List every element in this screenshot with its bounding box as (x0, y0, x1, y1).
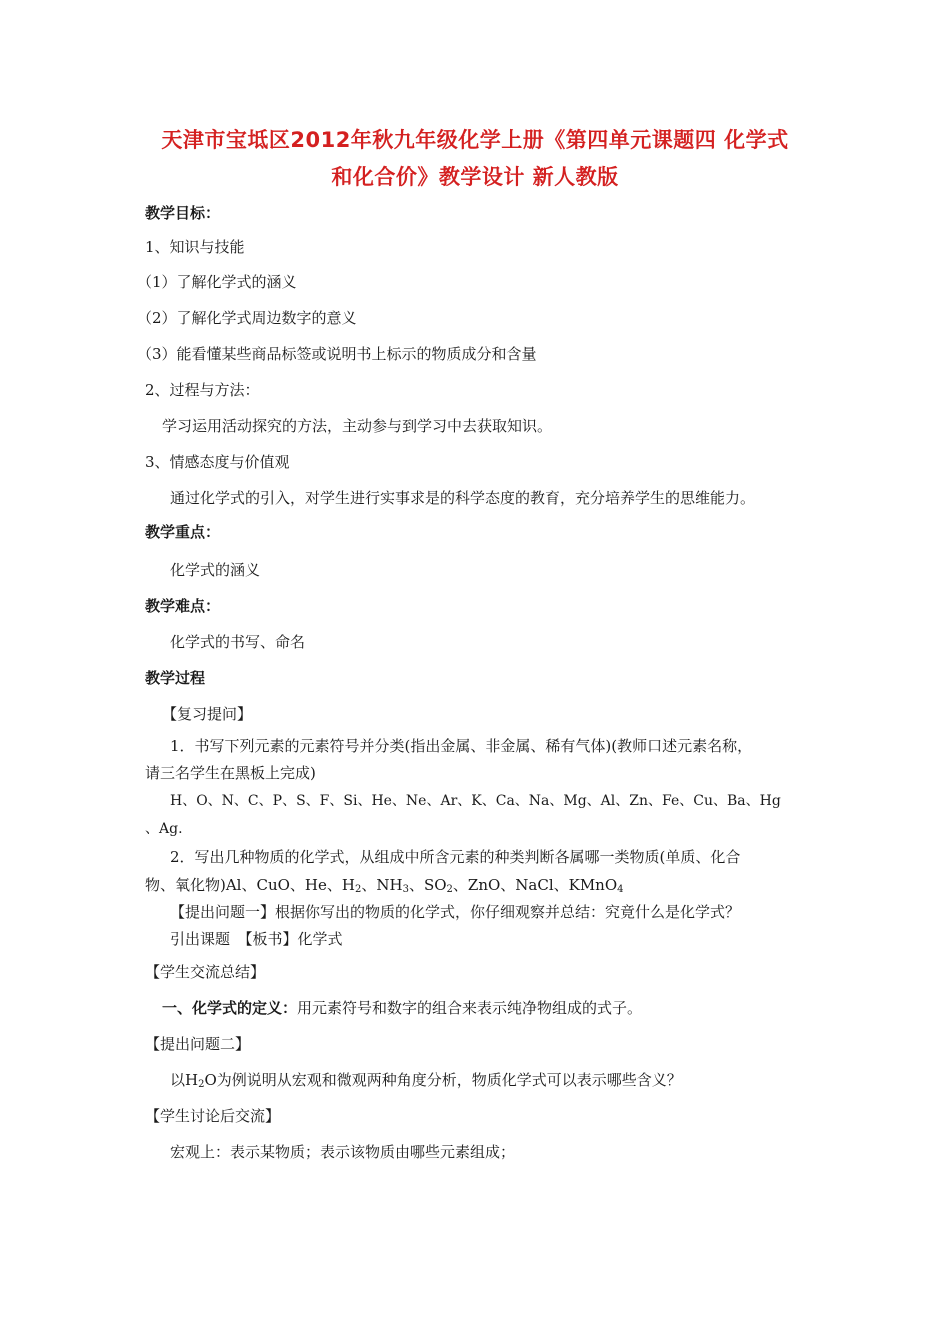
macro-text: 宏观上：表示某物质；表示该物质由哪些元素组成； (170, 1143, 516, 1161)
q1-elements-line-1: H、O、N、C、P、S、F、Si、He、Ne、Ar、K、Ca、Na、Mg、Al、Zn、Fe、Cu、Ba、Hg (170, 793, 781, 809)
goal-1-1: （1）了解化学式的涵义 (137, 273, 297, 291)
q1-elements-line-2: 、Ag. (145, 821, 183, 837)
document-title-line-2: 和化合价》教学设计 新人教版 (331, 165, 619, 189)
q2-line-1: 2．写出几种物质的化学式，从组成中所含元素的种类判断各属哪一类物质(单质、化合 (170, 848, 741, 866)
q1-line-1: 1．书写下列元素的元素符号并分类(指出金属、非金属、稀有气体)(教师口述元素名称， (170, 737, 753, 755)
difficulty-heading: 教学难点： (145, 597, 221, 615)
process-heading: 教学过程 (145, 669, 206, 687)
document-title-line-1: 天津市宝坻区2012年秋九年级化学上册《第四单元课题四 化学式 (161, 128, 789, 152)
goal-2-text: 学习运用活动探究的方法，主动参与到学习中去获取知识。 (162, 417, 553, 435)
goal-3: 3、情感态度与价值观 (145, 453, 290, 471)
question-2-label: 【提出问题二】 (145, 1035, 251, 1053)
q1-line-2: 请三名学生在黑板上完成) (145, 764, 316, 782)
goals-heading: 教学目标： (145, 204, 221, 222)
question-2-text: 以$H_2O$为例说明从宏观和微观两种角度分析，物质化学式可以表示哪些含义？ (170, 1071, 682, 1090)
key-point-text: 化学式的涵义 (170, 561, 261, 579)
goal-1: 1、知识与技能 (145, 238, 245, 256)
discussion-label: 【学生讨论后交流】 (145, 1107, 281, 1125)
goal-1-2: （2）了解化学式周边数字的意义 (137, 309, 357, 327)
goal-3-text: 通过化学式的引入，对学生进行实事求是的科学态度的教育，充分培养学生的思维能力。 (170, 489, 756, 507)
definition-line (162, 998, 642, 1018)
goal-2: 2、过程与方法： (145, 381, 260, 399)
difficulty-text: 化学式的书写、命名 (170, 633, 306, 651)
student-summary-label: 【学生交流总结】 (145, 963, 266, 981)
question-1: 【提出问题一】根据你写出的物质的化学式，你仔细观察并总结：究竟什么是化学式？ (170, 903, 741, 921)
definition-label: 一、化学式的定义： (162, 999, 298, 1017)
goal-1-3: （3）能看懂某些商品标签或说明书上标示的物质成分和含量 (137, 345, 537, 363)
intro-topic: 引出课题 【板书】化学式 (170, 930, 343, 948)
definition-text: 用元素符号和数字的组合来表示纯净物组成的式子。 (297, 999, 643, 1017)
q2-line-2: 物、氧化物)Al、CuO、He、$H_2$、$NH_3$、$SO_2$、ZnO、NaCl、KMnO$_4$ (145, 876, 624, 895)
key-point-heading: 教学重点： (145, 523, 221, 541)
review-label: 【复习提问】 (162, 705, 253, 723)
